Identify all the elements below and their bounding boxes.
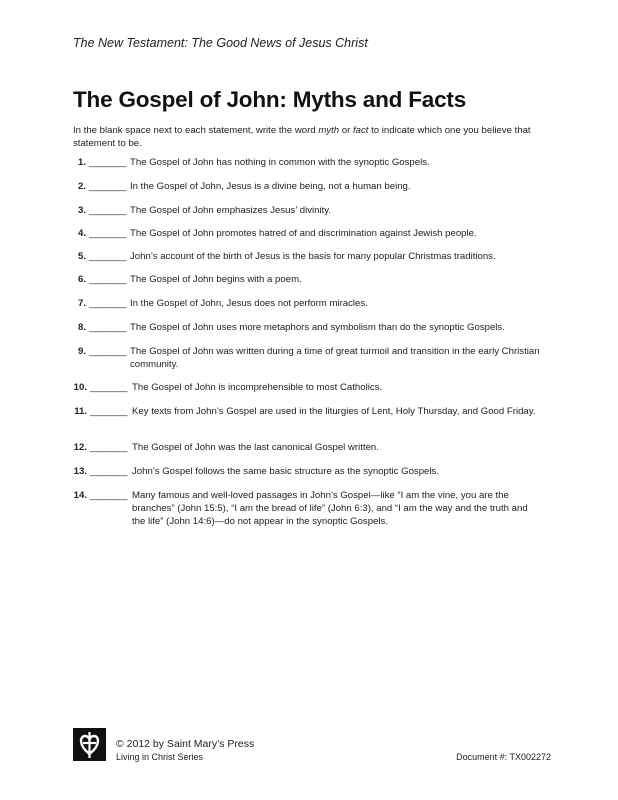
list-item <box>73 489 543 528</box>
item-number: 11. <box>74 406 87 417</box>
item-number: 5. <box>77 251 86 262</box>
list-item <box>73 321 543 334</box>
page-title: The Gospel of John: Myths and Facts <box>73 87 467 112</box>
saint-marys-press-logo-icon <box>73 728 106 761</box>
instructions <box>73 124 553 150</box>
item-number: 2. <box>77 181 86 192</box>
instructions-text-or: or <box>339 125 353 136</box>
list-item <box>73 180 543 193</box>
item-statement: John’s account of the birth of Jesus is the basis for many popular Christmas traditions. <box>130 251 496 262</box>
item-number: 3. <box>77 205 86 216</box>
instructions-text-1: In the blank space next to each statement, write the word <box>73 125 319 136</box>
list-item <box>73 345 543 371</box>
answer-blank[interactable]: _______ <box>90 382 128 393</box>
series-name: Living in Christ Series <box>116 752 204 762</box>
document-number: Document #: TX002272 <box>456 752 551 762</box>
answer-blank[interactable]: _______ <box>89 181 127 192</box>
list-item <box>73 156 543 169</box>
answer-blank[interactable]: _______ <box>89 274 127 285</box>
item-statement: The Gospel of John emphasizes Jesus’ divinity. <box>130 205 332 216</box>
item-number: 6. <box>77 274 86 285</box>
item-number: 9. <box>77 346 86 357</box>
item-statement: The Gospel of John begins with a poem. <box>130 274 302 285</box>
answer-blank[interactable]: _______ <box>89 346 127 357</box>
list-item <box>73 405 543 418</box>
item-statement: The Gospel of John promotes hatred of and discrimination against Jewish people. <box>130 228 477 239</box>
answer-blank[interactable]: _______ <box>90 466 128 477</box>
item-number: 4. <box>77 228 86 239</box>
list-item <box>73 381 543 394</box>
item-number: 12. <box>73 442 87 453</box>
list-item <box>73 465 543 478</box>
answer-blank[interactable]: _______ <box>90 442 128 453</box>
series-title: The New Testament: The Good News of Jesus Christ <box>73 36 368 50</box>
list-item <box>73 273 543 286</box>
item-statement: In the Gospel of John, Jesus does not perform miracles. <box>130 298 368 309</box>
item-statement: In the Gospel of John, Jesus is a divine being, not a human being. <box>130 181 411 192</box>
item-statement: The Gospel of John was written during a time of great turmoil and transition in the early Christian community. <box>130 346 540 370</box>
list-item <box>73 227 543 240</box>
instructions-myth-word: myth <box>318 125 340 136</box>
item-number: 8. <box>77 322 86 333</box>
item-number: 10. <box>73 382 87 393</box>
answer-blank[interactable]: _______ <box>89 157 127 168</box>
list-item <box>73 297 543 310</box>
item-number: 13. <box>73 466 87 477</box>
item-statement: The Gospel of John has nothing in common with the synoptic Gospels. <box>130 157 430 168</box>
item-statement: Key texts from John’s Gospel are used in the liturgies of Lent, Holy Thursday, and Good Friday. <box>132 406 536 417</box>
answer-blank[interactable]: _______ <box>90 406 128 417</box>
list-item <box>73 204 543 217</box>
item-number: 14. <box>73 490 87 501</box>
list-item <box>73 441 543 454</box>
item-number: 1. <box>77 157 86 168</box>
item-statement: The Gospel of John was the last canonical Gospel written. <box>132 442 379 453</box>
answer-blank[interactable]: _______ <box>89 251 127 262</box>
answer-blank[interactable]: _______ <box>89 298 127 309</box>
item-statement: The Gospel of John is incomprehensible to most Catholics. <box>132 382 383 393</box>
list-item <box>73 250 543 263</box>
answer-blank[interactable]: _______ <box>89 322 127 333</box>
answer-blank[interactable]: _______ <box>89 205 127 216</box>
item-statement: The Gospel of John uses more metaphors and symbolism than do the synoptic Gospels. <box>130 322 505 333</box>
instructions-fact-word: fact <box>352 125 369 136</box>
item-statement: Many famous and well-loved passages in John’s Gospel—like “I am the vine, you are the branches” (John 15:5), “I am the bread of life” (John 6:3), and “I am the way and the truth and the life” (John 14:6)—do not appear in the synoptic Gospels. <box>132 490 528 527</box>
answer-blank[interactable]: _______ <box>90 490 128 501</box>
answer-blank[interactable]: _______ <box>89 228 127 239</box>
item-statement: John’s Gospel follows the same basic structure as the synoptic Gospels. <box>132 466 439 477</box>
copyright: © 2012 by Saint Mary’s Press <box>116 738 255 750</box>
instructions-text-2: to indicate which one you believe that statement to be. <box>73 125 531 149</box>
item-number: 7. <box>77 298 86 309</box>
